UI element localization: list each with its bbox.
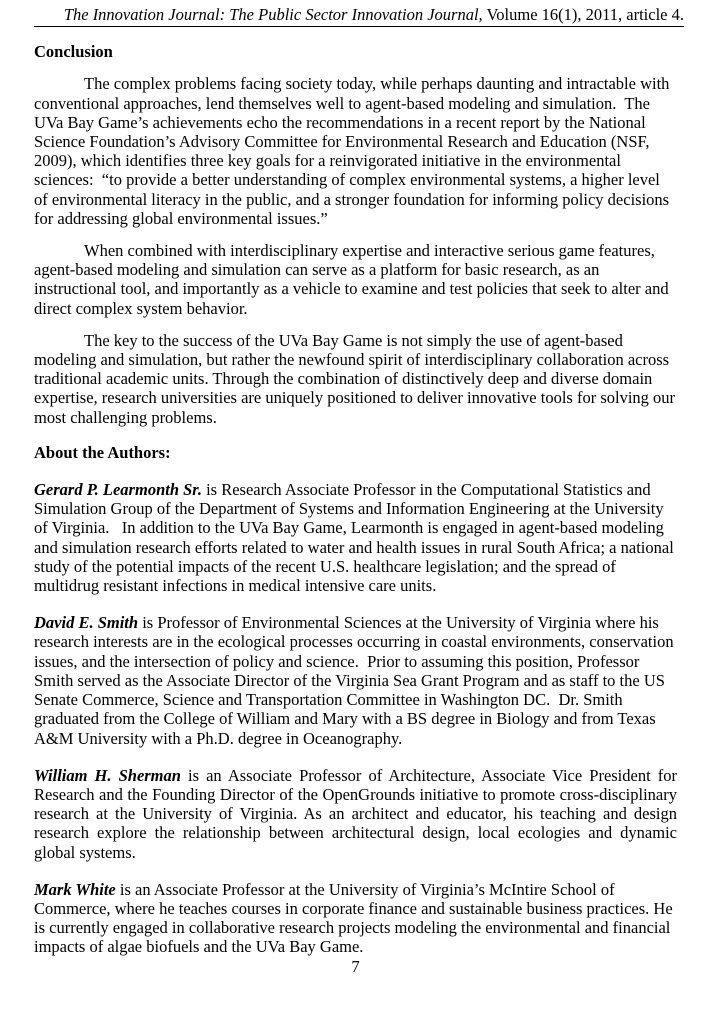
author-name-white: Mark White (34, 879, 116, 899)
conclusion-heading: Conclusion (34, 42, 113, 62)
author-bio-learmonth (34, 480, 677, 595)
author-name-smith: David E. Smith (34, 613, 139, 633)
author-bio-text-learmonth: is Research Associate Professor in the Computational Statistics and Simulation Group of the Department of Systems and Information Engineering at the University of Virginia. In addition to the UVa Bay Game, Learmonth is engaged in agent-based modeling and simulation research efforts related to water and health issues in rural South Africa; a national study of the potential impacts of the recent U.S. healthcare legislation; and the spread of multidrug resistant infections in medical intensive care units. (34, 480, 678, 596)
page-number: 7 (351, 956, 360, 976)
conclusion-paragraph-2: When combined with interdisciplinary expertise and interactive serious game features, agent-based modeling and simulation can serve as a platform for basic research, as an instructional tool, and importantly as a vehicle to examine and test policies that seek to alter and direct complex system behavior. (34, 241, 673, 318)
author-bio-text-sherman: is an Associate Professor of Architecture, Associate Vice President for Research and the Founding Director of the OpenGrounds initiative to promote cross-disciplinary research at the University of Virginia. As an architect and educator, his teaching and design research explore the relationship between architectural design, local ecologies and dynamic global systems. (34, 765, 682, 862)
conclusion-paragraph-1: The complex problems facing society today, while perhaps daunting and intractable with conventional approaches, lend themselves well to agent-based modeling and simulation. The UVa Bay Game’s achievements echo the recommendations in a recent report by the National Science Foundation’s Advisory Committee for Environmental Research and Education (NSF, 2009), which identifies three key goals for a reinvigorated initiative in the environmental sciences: “to provide a better understanding of complex environmental systems, a higher level of environmental literacy in the public, and a stronger foundation for informing policy decisions for addressing global environmental issues.” (34, 74, 674, 228)
running-header (34, 5, 684, 27)
author-bio-white (34, 880, 677, 957)
author-bio-sherman (34, 765, 682, 862)
volume-info: Volume 16(1), 2011, article 4. (482, 5, 684, 24)
author-name-sherman: William H. Sherman (34, 765, 181, 785)
author-name-learmonth: Gerard P. Learmonth Sr. (34, 480, 202, 500)
author-bio-text-white: is an Associate Professor at the University of Virginia’s McIntire School of Commerce, where he teaches courses in corporate finance and sustainable business practices. He is currently engaged in collaborative research projects modeling the environmental and financial impacts of algae biofuels and the UVa Bay Game. (34, 879, 677, 957)
author-bio-smith (34, 613, 677, 747)
conclusion-paragraph-3: The key to the success of the UVa Bay Game is not simply the use of agent-based modeling and simulation, but rather the newfound spirit of interdisciplinary collaboration across traditional academic units. Through the combination of distinctively deep and diverse domain expertise, research universities are uniquely positioned to deliver innovative tools for solving our most challenging problems. (34, 330, 680, 427)
journal-title: The Innovation Journal: The Public Sector Innovation Journal, (63, 5, 483, 24)
authors-heading: About the Authors: (34, 442, 171, 462)
author-bio-text-smith: is Professor of Environmental Sciences at the University of Virginia where his research interests are in the ecological processes occurring in coastal environments, conservation issues, and the intersection of policy and science. Prior to assuming this position, Professor Smith served as the Associate Director of the Virginia Sea Grant Program and as staff to the US Senate Commerce, Science and Transportation Committee in Washington DC. Dr. Smith graduated from the College of William and Mary with a BS degree in Biology and from Texas A&M University with a Ph.D. degree in Oceanography. (34, 613, 678, 748)
